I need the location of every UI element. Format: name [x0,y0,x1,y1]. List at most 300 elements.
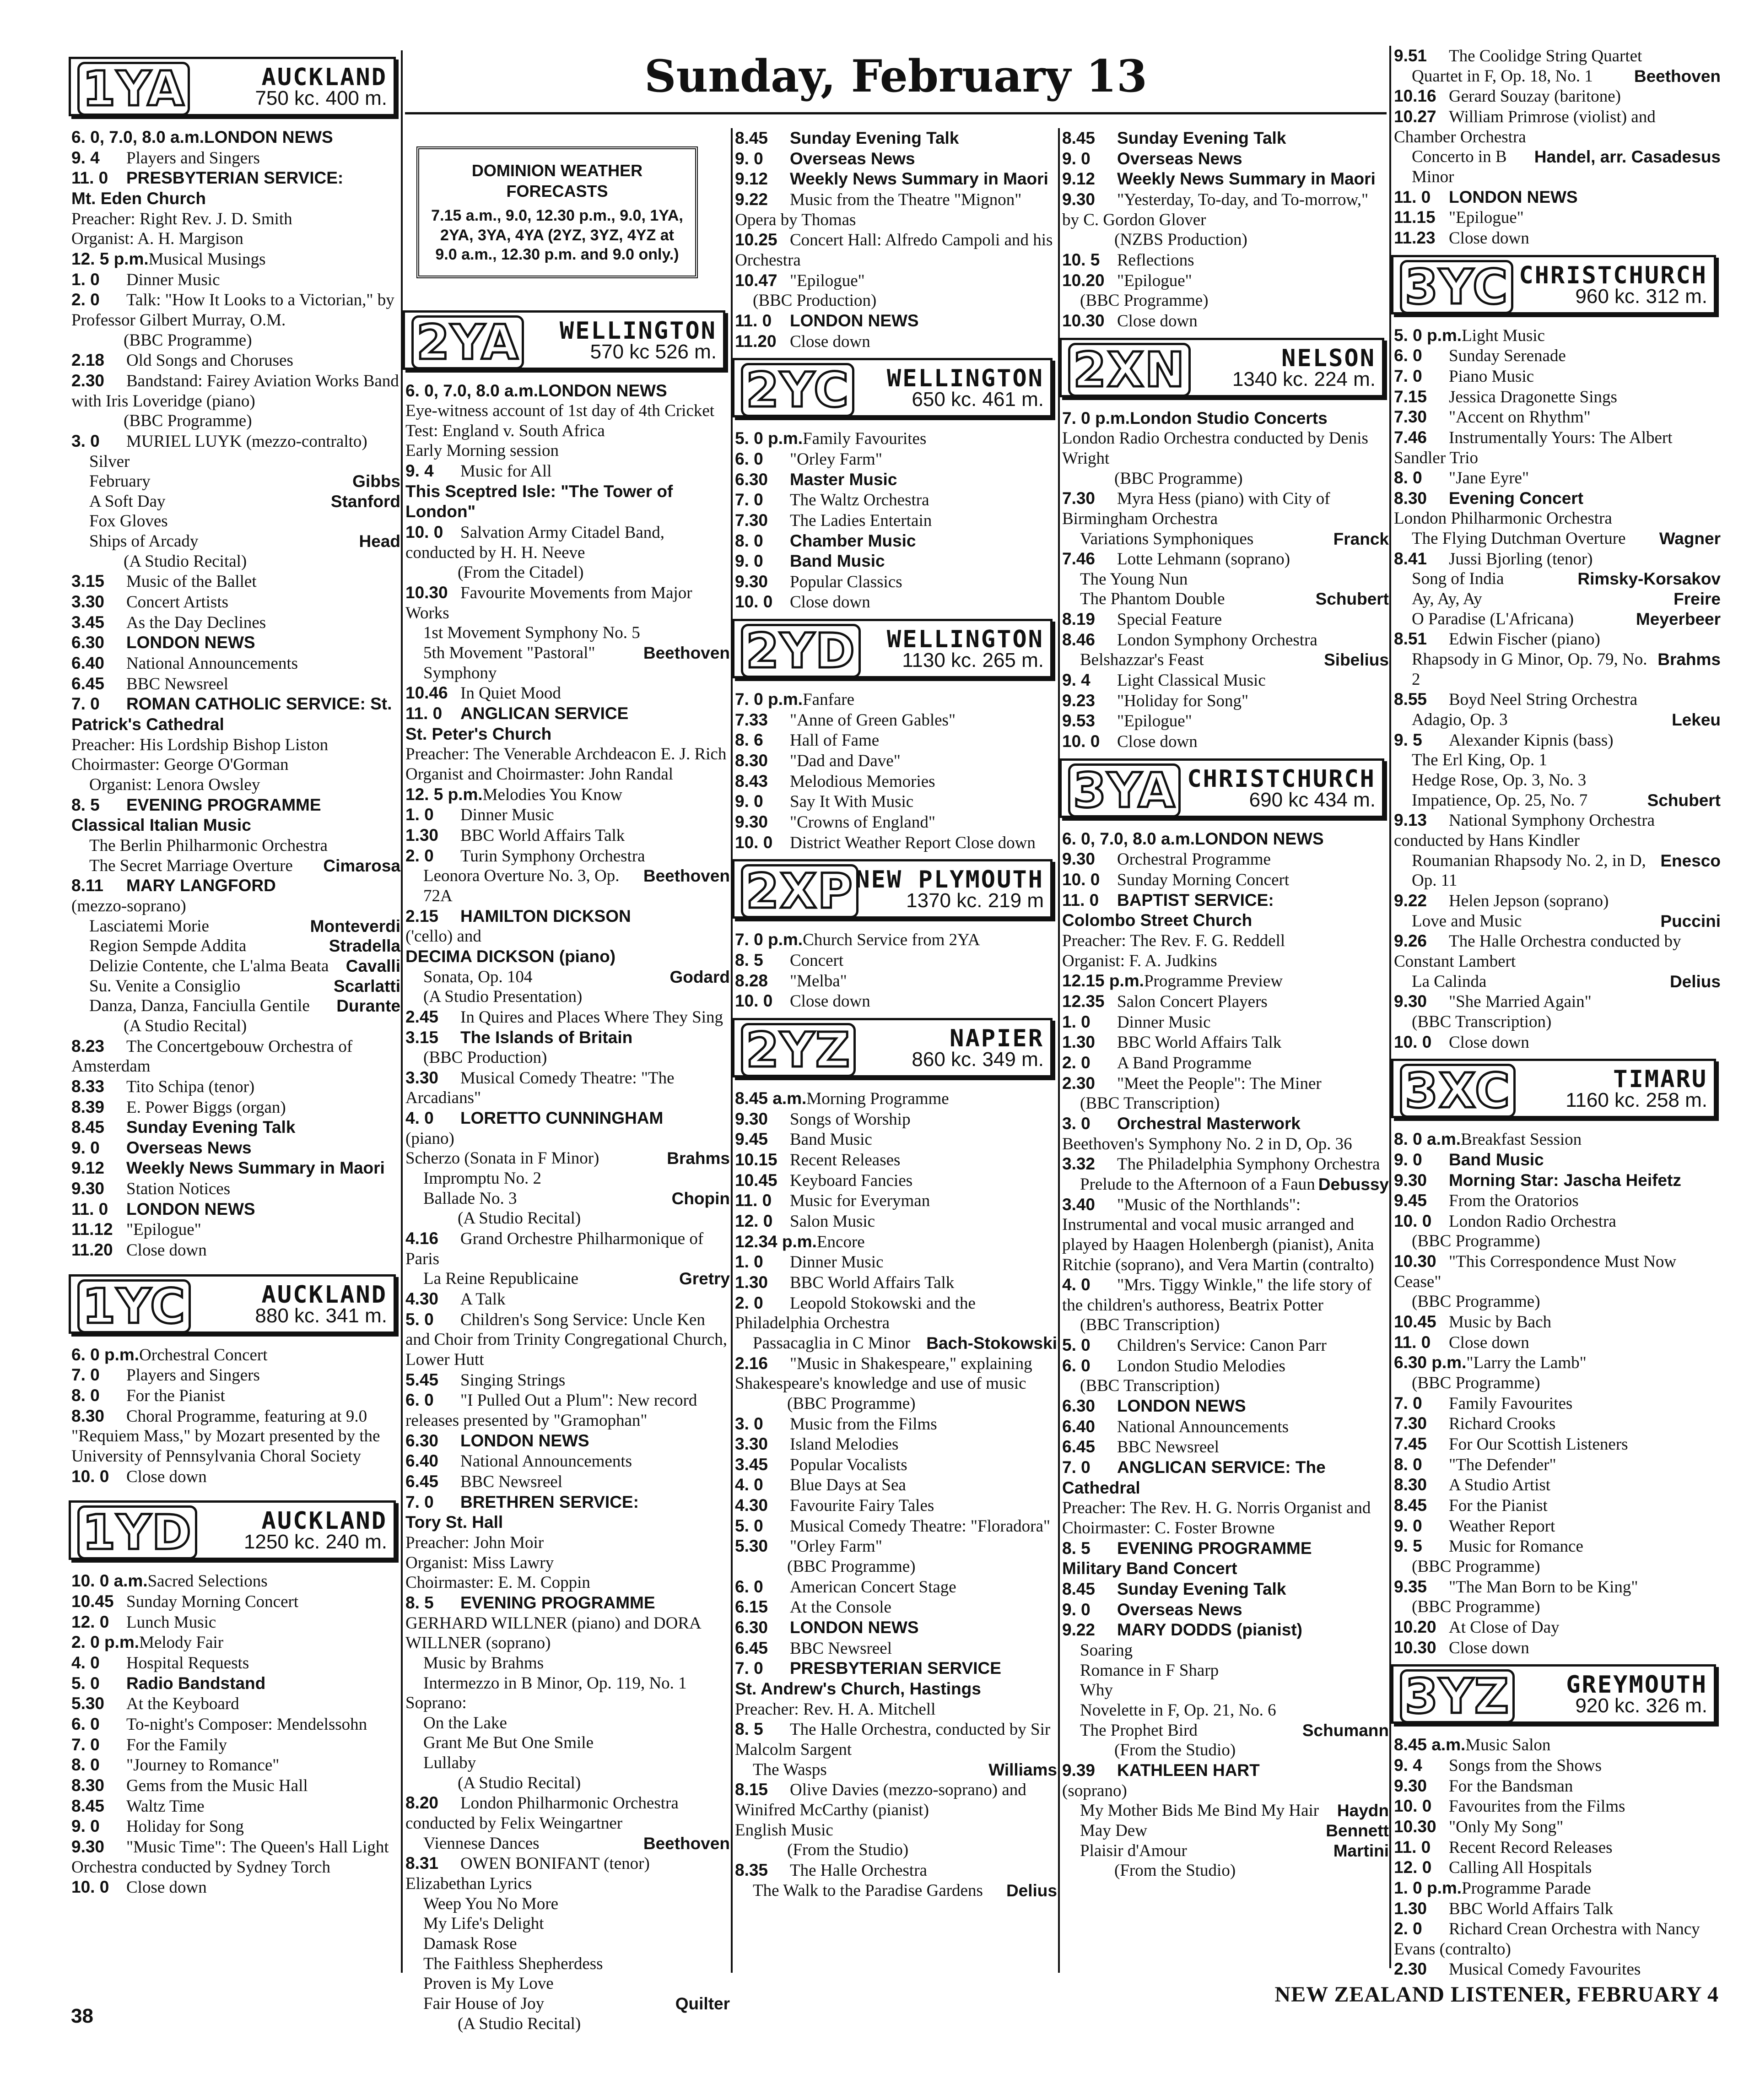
programme-title: Salon Music [790,1212,875,1231]
station-header-1yc [69,1274,396,1334]
programme-entry [732,1760,1057,1780]
composer: Delius [1006,1881,1057,1900]
programme-title: A Talk [460,1290,506,1309]
programme-time: 10. 0 [1394,1797,1432,1816]
programme-title: "Journey to Romance" [126,1756,280,1775]
programme-entry [732,1211,1057,1232]
programme-title: BBC Newsreel [790,1639,892,1658]
programme-title: Light Classical Music [1117,671,1266,690]
programme-entry [1391,46,1721,66]
programme-title: Singing Strings [460,1370,566,1390]
programme-time: 6.45 [71,674,105,693]
programme-time: 10.30 [1062,311,1105,330]
programme-time: 9. 4 [405,461,434,481]
programme-title: Preacher: Right Rev. J. D. Smith [71,209,292,228]
programme-entry [69,330,400,351]
programme-title: Children's Song Service: Uncle Ken and Choir from Trinity Congregational Church, Lower Hutt [405,1310,727,1369]
composer: Franck [1333,529,1389,548]
programme-time: 11. 0 [71,168,108,188]
programme-entry [69,956,400,976]
programme-time: 6. 0, 7.0, 8.0 a.m. [71,128,205,146]
programme-entry [1059,1195,1389,1275]
programme-entry [403,926,730,947]
composer: Brahms [667,1149,730,1168]
programme-title: "Epilogue" [1117,271,1192,290]
programme-title: Overseas News [790,149,915,168]
programme-entry [732,791,1057,812]
programme-time: 6. 0 [1062,1356,1091,1375]
programme-entry [69,452,400,472]
programme-entry [732,189,1057,230]
programme-title: O Paradise (L'Africana) [1412,609,1574,628]
programme-time: 11. 0 [405,704,443,723]
programme-title: Ships of Arcady [89,532,199,551]
programme-time: 6. 0 p.m. [71,1345,140,1364]
programme-title: Concert Artists [126,593,229,612]
programme-title: Scherzo (Sonata in F Minor) [405,1149,599,1168]
programme-entry [732,1719,1057,1759]
programme-entry [732,730,1057,751]
programme-entry [1391,1959,1721,1980]
programme-time: 2. 0 [71,290,100,309]
programme-entry [732,689,1057,710]
programme-entry [403,1007,730,1028]
programme-entry [1391,1899,1721,1919]
programme-entry [1391,187,1721,208]
programme-time: 11.20 [735,331,777,351]
programme-entry [732,1618,1057,1638]
programme-title: (BBC Transcription) [1412,1012,1552,1031]
programme-list [1391,1129,1721,1658]
programme-time: 2. 0 [1062,1053,1091,1072]
programme-time: 5. 0 [1062,1336,1091,1355]
programme-title: Soaring [1080,1640,1133,1660]
call-sign: 1YD [77,1505,197,1559]
programme-entry [732,149,1057,169]
call-sign: 2YD [741,624,861,678]
composer: Stanford [330,492,400,511]
programme-entry [1391,529,1721,549]
programme-entry [1059,1032,1389,1053]
programme-entry [69,531,400,552]
programme-entry [69,1755,400,1775]
programme-title: Ballade No. 3 [423,1189,517,1208]
programme-title: A Soft Day [89,492,166,511]
programme-time: 8.46 [1062,630,1096,649]
programme-title: Recent Record Releases [1449,1838,1613,1857]
station-city: CHRISTCHURCH [1187,765,1376,793]
programme-entry [69,350,400,371]
programme-title: (A Studio Presentation) [423,987,583,1007]
programme-title: KATHLEEN HART [1117,1760,1260,1780]
programme-entry [403,1793,730,1833]
programme-title: The Walk to the Paradise Gardens [753,1881,983,1900]
composer: Beethoven [643,1834,730,1853]
programme-entry [1059,650,1389,670]
composer: Haydn [1337,1801,1389,1820]
station-frequency: 1130 kc. 265 m. [902,649,1044,672]
programme-time: 10.45 [1394,1312,1436,1331]
programme-title: (A Studio Recital) [458,1773,581,1792]
programme-title: Sunday Serenade [1449,346,1566,366]
programme-time: 6.40 [1062,1417,1096,1436]
programme-entry [732,1840,1057,1860]
programme-time: 8.30 [735,751,768,770]
programme-time: 2. 0 [405,846,434,865]
programme-time: 9. 0 [71,1138,100,1157]
programme-entry [403,1573,730,1593]
programme-time: 10.25 [735,230,777,249]
programme-title: St. Peter's Church [405,724,552,743]
programme-title: The Berlin Philharmonic Orchestra [89,836,328,855]
programme-entry [732,1495,1057,1516]
programme-entry [403,1934,730,1954]
programme-title: LONDON NEWS [1195,829,1324,848]
programme-title: Grant Me But One Smile [423,1733,594,1753]
programme-title: (BBC Production) [423,1048,547,1067]
programme-entry [69,1571,400,1591]
programme-title: The Ladies Entertain [790,511,932,530]
programme-title: Band Music [1449,1150,1544,1169]
programme-entry [732,1129,1057,1150]
programme-entry [1059,1801,1389,1821]
programme-time: 10.20 [1062,271,1105,290]
programme-entry [403,825,730,846]
programme-title: Lasciatemi Morie [89,916,209,936]
programme-time: 12. 0 [1394,1858,1432,1877]
programme-entry [1059,149,1389,169]
programme-title: Songs from the Shows [1449,1756,1602,1775]
programme-time: 10. 0 [1062,870,1100,889]
programme-entry [403,1853,730,1874]
programme-time: 3.45 [735,1455,768,1474]
programme-time: 10.27 [1394,107,1436,126]
programme-entry [69,896,400,916]
programme-title: PRESBYTERIAN SERVICE [790,1659,1001,1678]
programme-title: Sunday Evening Talk [1117,1580,1286,1598]
programme-entry [732,1333,1057,1353]
call-sign: 2XN [1068,343,1191,397]
programme-entry [69,209,400,229]
programme-time: 9.22 [735,189,768,209]
programme-title: Chamber Music [790,531,916,550]
programme-title: Gerard Souzay (baritone) [1449,87,1621,106]
programme-title: BRETHREN SERVICE: [460,1492,639,1511]
programme-time: 10.45 [735,1170,777,1190]
programme-entry [403,1431,730,1451]
programme-entry [403,482,730,522]
composer: Gretry [679,1269,730,1288]
programme-title: Choirmaster: George O'Gorman [71,755,289,774]
programme-entry [69,1386,400,1406]
programme-title: LONDON NEWS [790,1618,919,1637]
programme-entry [69,1036,400,1077]
programme-entry [403,785,730,805]
composer: Wagner [1659,529,1721,548]
programme-title: Hall of Fame [790,731,880,750]
programme-title: "Epilogue" [790,271,865,290]
programme-time: 7. 0 [71,1365,100,1385]
weather-forecast-box [416,146,698,278]
programme-time: 8.11 [71,876,103,895]
programme-title: Olive Davies (mezzo-soprano) and Winifred McCarthy (pianist) [735,1781,1026,1819]
programme-entry [1391,1170,1721,1191]
programme-title: As the Day Declines [126,613,266,632]
programme-title: Prelude to the Afternoon of a Faun [1080,1174,1315,1194]
programme-title: ('cello) and [405,927,481,946]
programme-entry [1059,1417,1389,1437]
composer: Martini [1333,1841,1389,1860]
programme-entry [1059,1275,1389,1315]
programme-time: 6.40 [405,1451,439,1471]
programme-title: "Accent on Rhythm" [1449,408,1591,427]
programme-title: BBC World Affairs Talk [790,1273,955,1292]
programme-entry [403,563,730,583]
programme-entry [69,1097,400,1118]
programme-title: The Phantom Double [1080,590,1225,609]
composer: Freire [1674,590,1721,609]
programme-time: 8.51 [1394,629,1427,649]
composer: Godard [669,967,730,986]
programme-title: MARY DODDS (pianist) [1117,1620,1302,1640]
programme-title: Proven is My Love [423,1974,554,1993]
programme-title: Music Salon [1465,1736,1551,1755]
station-header-2yz [732,1018,1053,1077]
programme-title: Dinner Music [126,270,220,289]
composer: Rimsky-Korsakov [1577,569,1721,589]
programme-time: 5. 0 [71,1673,100,1693]
programme-time: 8.45 [71,1796,105,1815]
programme-entry [403,1954,730,1974]
programme-title: Lotte Lehmann (soprano) [1117,550,1290,569]
programme-title: The Young Nun [1080,569,1188,589]
programme-entry [1059,1661,1389,1681]
programme-time: 10. 0 [71,1467,109,1486]
programme-title: Mt. Eden Church [71,189,206,208]
programme-time: 9. 4 [1394,1755,1422,1775]
programme-entry [732,1638,1057,1659]
programme-title: (From the Studio) [1114,1861,1236,1880]
programme-time: 9.35 [1394,1577,1427,1596]
programme-title: "The Man Born to be King" [1449,1577,1638,1597]
programme-entry [69,1673,400,1694]
programme-time: 7. 0 p.m. [1062,408,1130,428]
programme-title: London Studio Concerts [1130,408,1328,428]
programme-title: HAMILTON DICKSON [460,906,631,926]
programme-time: 8.45 [71,1118,105,1137]
programme-time: 10. 5 [1062,250,1100,269]
programme-entry [1391,1776,1721,1797]
programme-list [1059,829,1389,1881]
programme-title: William Primrose (violist) and Chamber Orchestra [1394,107,1656,146]
programme-time: 6.15 [735,1597,768,1617]
programme-title: Close down [1449,228,1529,248]
programme-title: London Radio Orchestra [1449,1212,1616,1231]
programme-time: 8.45 [1062,129,1096,147]
programme-title: Orchestral Masterwork [1117,1114,1301,1133]
programme-time: 9.30 [71,1179,105,1198]
programme-time: 10. 0 [71,1878,109,1897]
programme-title: Sonata, Op. 104 [423,967,533,986]
station-frequency: 1250 kc. 240 m. [243,1531,387,1553]
programme-entry [403,1451,730,1472]
programme-entry [1391,649,1721,689]
programme-entry [1391,609,1721,629]
programme-entry [732,1679,1057,1699]
station-frequency: 880 kc. 341 m. [255,1304,387,1327]
programme-title: Viennese Dances [423,1834,540,1853]
programme-entry [732,1820,1057,1840]
programme-entry [1391,1032,1721,1053]
programme-entry [1059,1396,1389,1417]
programme-entry [69,249,400,270]
programme-title: (BBC Programme) [1412,1232,1540,1251]
programme-title: (A Studio Recital) [124,1016,247,1035]
programme-title: Light Music [1462,326,1545,345]
programme-title: Sunday Morning Concert [126,1592,299,1611]
programme-title: Salon Concert Players [1117,992,1268,1011]
programme-title: (From the Studio) [787,1840,909,1860]
programme-title: Band Music [790,1130,872,1149]
programme-time: 9. 0 [735,792,763,811]
programme-title: BBC Newsreel [1117,1438,1219,1457]
composer: Cavalli [346,956,400,975]
programme-title: Song of India [1412,569,1504,589]
programme-title: La Calinda [1412,972,1487,991]
programme-entry [1391,931,1721,971]
programme-time: 3.30 [735,1434,768,1454]
programme-time: 9. 0 [1394,1150,1422,1169]
programme-title: Preacher: John Moir [405,1533,544,1552]
programme-time: 3.15 [405,1028,439,1047]
programme-entry [732,551,1057,572]
programme-time: 9. 4 [71,148,100,167]
programme-list [732,1088,1057,1900]
programme-time: 8. 0 [71,1386,100,1405]
programme-time: 6. 0 [405,1391,434,1410]
programme-time: 4.30 [405,1289,439,1309]
programme-entry [69,1138,400,1158]
programme-entry [69,592,400,612]
programme-title: 1st Movement Symphony No. 5 [423,623,640,643]
programme-title: Fair House of Joy [423,1994,545,2013]
programme-entry [403,381,730,401]
programme-title: On the Lake [423,1713,507,1732]
programme-title: "Only My Song" [1449,1817,1564,1836]
programme-entry [1059,1700,1389,1721]
programme-time: 9.45 [735,1130,768,1149]
programme-time: 1.30 [1394,1899,1427,1918]
station-header-2xn [1059,338,1384,397]
programme-entry [403,1129,730,1149]
programme-time: 8.20 [405,1793,439,1813]
programme-entry [732,490,1057,510]
programme-title: Special Feature [1117,610,1222,629]
programme-entry [1059,189,1389,230]
programme-time: 10.46 [405,683,448,703]
programme-title: District Weather Report Close down [790,833,1036,852]
programme-title: For Our Scottish Listeners [1449,1435,1628,1454]
programme-title: Salvation Army Citadel Band, conducted by H. H. Neeve [405,523,665,562]
programme-entry [1391,228,1721,249]
programme-time: 4. 0 [735,1475,763,1494]
programme-time: 3.30 [405,1068,439,1087]
programme-title: Grand Orchestre Philharmonique of Paris [405,1229,704,1268]
programme-title: Tory St. Hall [405,1513,503,1532]
programme-title: Morning Programme [806,1089,949,1108]
programme-entry [403,1229,730,1269]
station-frequency: 1370 kc. 219 m [906,889,1044,912]
programme-title: (piano) [405,1129,454,1148]
programme-time: 10. 0 [1062,732,1100,751]
programme-time: 8.30 [1394,1475,1427,1494]
composer: Cimarosa [323,856,400,875]
programme-entry [1391,1577,1721,1597]
programme-title: Hospital Requests [126,1653,249,1672]
programme-title: The Halle Orchestra conducted by Constant Lambert [1394,932,1681,971]
station-frequency: 1340 kc. 224 m. [1232,368,1376,390]
programme-time: 6.40 [71,654,105,673]
programme-time: 10.45 [71,1592,114,1611]
call-sign: 3YA [1068,763,1181,817]
programme-entry [69,189,400,209]
programme-entry [732,812,1057,833]
programme-entry [69,653,400,674]
programme-list [732,930,1057,1012]
programme-title: "Music in Shakespeare," explaining Shakespeare's knowledge and use of music [735,1354,1032,1393]
programme-title: "Epilogue" [1449,208,1524,227]
programme-title: Radio Bandstand [126,1673,266,1693]
programme-time: 8.23 [71,1036,105,1055]
station-frequency: 750 kc. 400 m. [255,87,387,110]
programme-title: For the Bandsman [1449,1776,1573,1796]
programme-entry [1391,1332,1721,1353]
programme-entry [69,1467,400,1487]
programme-time: 3. 0 [735,1414,763,1433]
programme-entry [1059,1498,1389,1538]
programme-title: LONDON NEWS [126,1199,255,1218]
composer: Brahms [1657,650,1721,669]
programme-entry [1391,1857,1721,1878]
programme-entry [732,1597,1057,1618]
programme-time: 7. 0 p.m. [735,930,803,949]
programme-entry [732,1434,1057,1455]
programme-entry [403,1673,730,1694]
programme-title: Recent Releases [790,1150,901,1169]
programme-entry [69,775,400,795]
programme-time: 8. 0 [1394,468,1422,487]
programme-title: The Prophet Bird [1080,1721,1198,1740]
composer: Beethoven [1634,66,1721,86]
programme-title: ANGLICAN SERVICE: The Cathedral [1062,1458,1326,1497]
station-frequency: 570 kc 526 m. [590,340,717,363]
station-header-2ya [403,310,725,370]
call-sign: 2XP [741,864,858,918]
programme-entry [732,1191,1057,1211]
composer: Beethoven [643,866,730,886]
programme-title: EVENING PROGRAMME [1117,1538,1312,1558]
composer: Lekeu [1672,710,1721,730]
programme-entry [69,1158,400,1179]
programme-entry [403,1512,730,1533]
weather-title: DOMINION WEATHER FORECASTS [471,161,643,200]
programme-time: 7.33 [735,710,768,729]
programme-entry [1059,569,1389,590]
programme-time: 7.46 [1062,549,1096,568]
programme-title: This Sceptred Isle: "The Tower of London" [405,482,673,521]
programme-title: Turin Symphony Orchestra [460,846,645,866]
programme-entry [403,1753,730,1773]
